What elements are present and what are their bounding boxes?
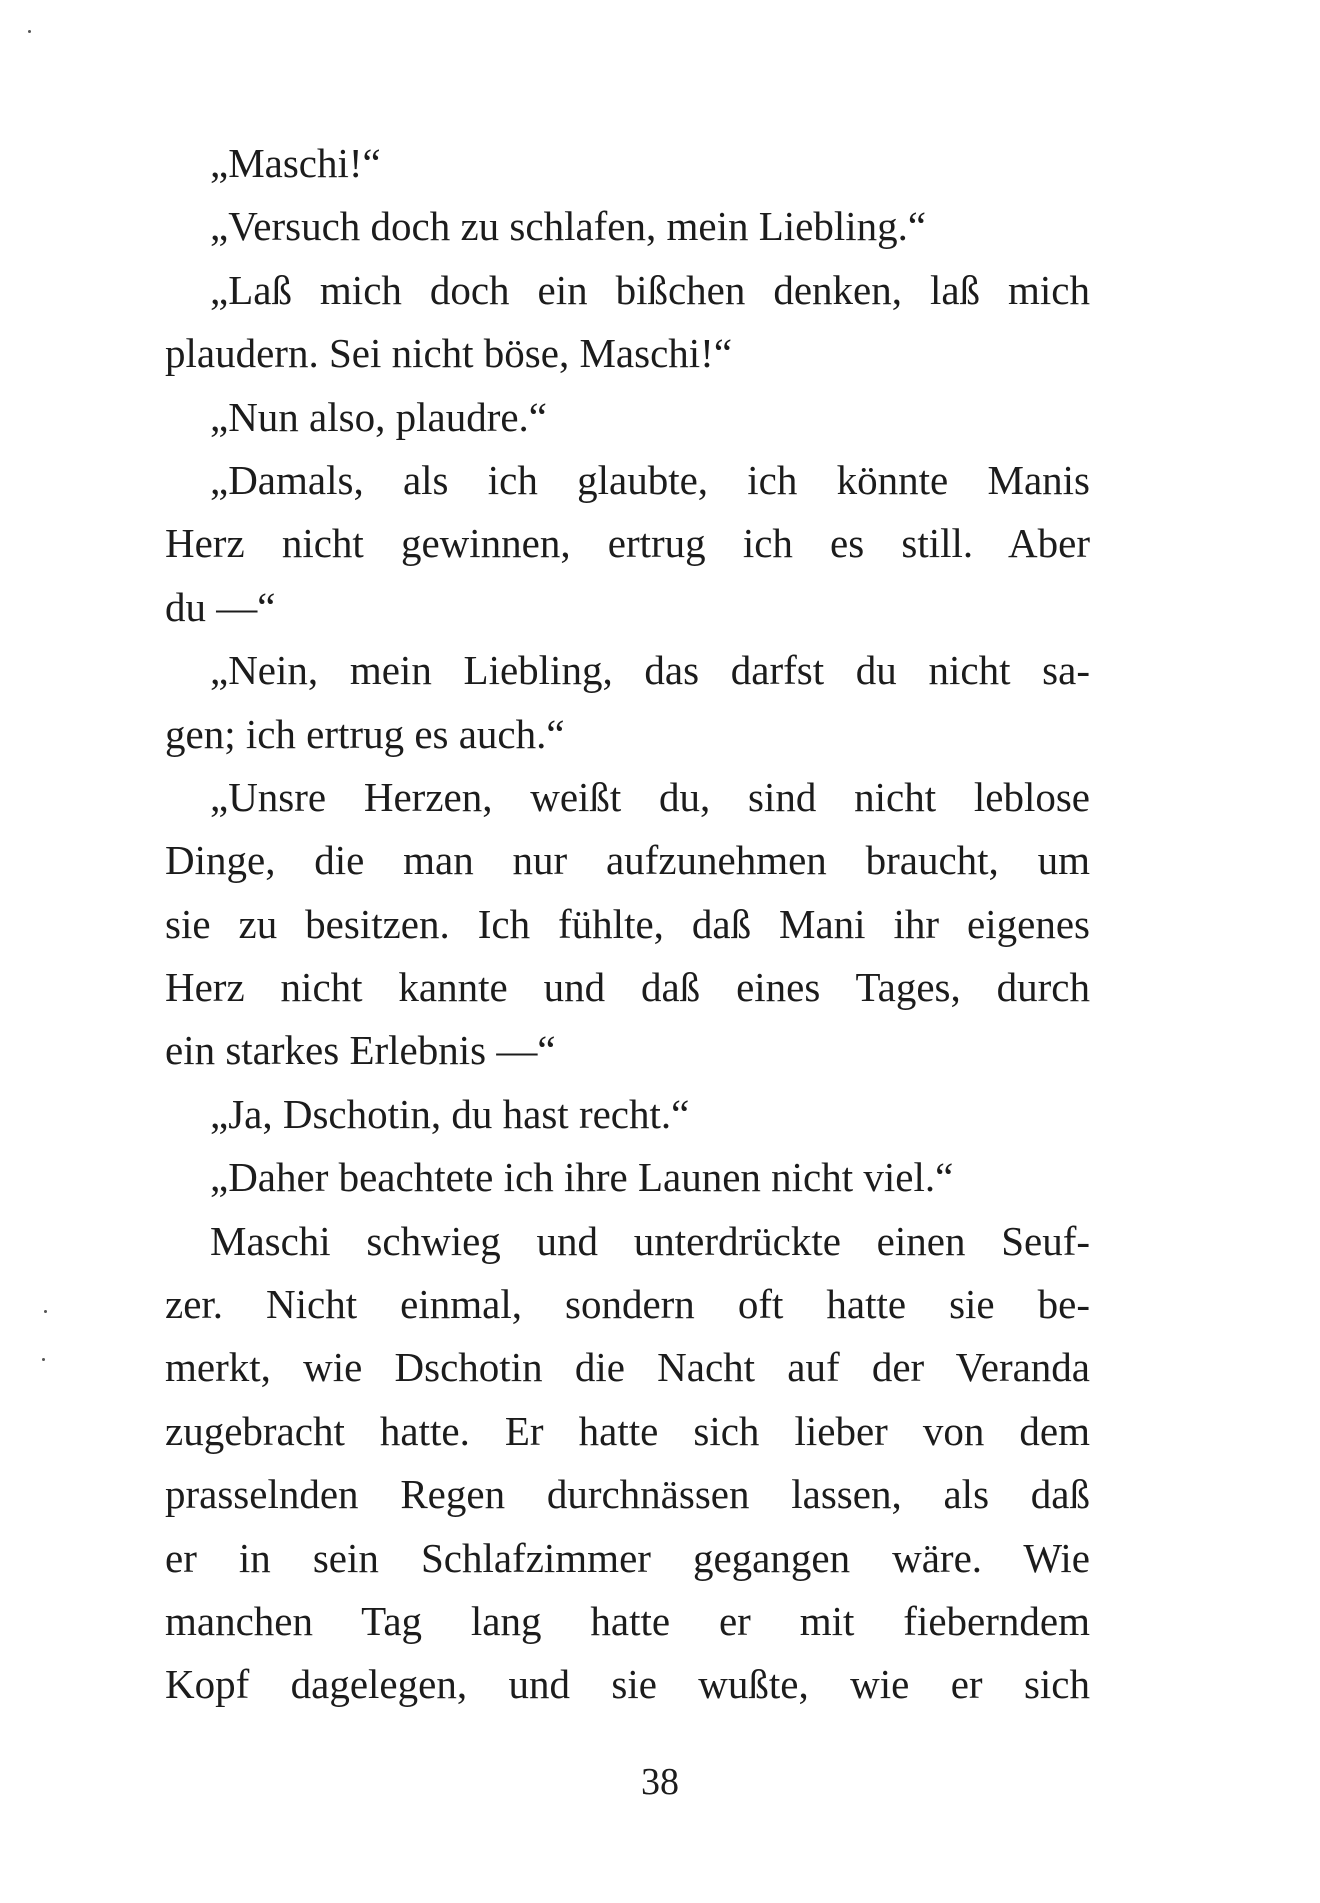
text-line: Herz nicht gewinnen, ertrug ich es still. Aber [165, 520, 1090, 567]
text-line: „Nein, mein Liebling, das darfst du nicht sa- [210, 647, 1090, 694]
text-line: ein starkes Erlebnis —“ [165, 1027, 556, 1074]
text-line: zugebracht hatte. Er hatte sich lieber von dem [165, 1407, 1090, 1454]
text-line: „Unsre Herzen, weißt du, sind nicht leblose [210, 773, 1090, 820]
text-line: er in sein Schlafzimmer gegangen wäre. Wie [165, 1534, 1090, 1581]
text-line: „Laß mich doch ein bißchen denken, laß mich [210, 266, 1090, 313]
text-line: „Nun also, plaudre.“ [210, 393, 547, 440]
text-line: „Damals, als ich glaubte, ich könnte Manis [210, 456, 1090, 503]
paper-speck [44, 1310, 47, 1313]
text-line: sie zu besitzen. Ich fühlte, daß Mani ihr eigenes [165, 900, 1090, 947]
paper-speck [42, 1358, 45, 1361]
text-line: Dinge, die man nur aufzunehmen braucht, um [165, 837, 1090, 884]
text-line: du —“ [165, 583, 276, 630]
text-line: „Ja, Dschotin, du hast recht.“ [210, 1090, 690, 1137]
page-number: 38 [641, 1761, 679, 1803]
text-line: merkt, wie Dschotin die Nacht auf der Veranda [165, 1344, 1090, 1391]
text-line: „Daher beachtete ich ihre Launen nicht viel.“ [210, 1154, 954, 1201]
text-line: „Maschi!“ [210, 140, 381, 186]
text-line: prasselnden Regen durchnässen lassen, als daß [165, 1471, 1090, 1518]
text-line: plaudern. Sei nicht böse, Maschi!“ [165, 330, 733, 377]
text-line: gen; ich ertrug es auch.“ [165, 710, 565, 757]
text-line: Maschi schwieg und unterdrückte einen Seuf- [210, 1217, 1090, 1264]
text-line: „Versuch doch zu schlafen, mein Liebling.“ [210, 203, 927, 250]
text-line: Herz nicht kannte und daß eines Tages, durch [165, 964, 1090, 1011]
text-line: manchen Tag lang hatte er mit fieberndem [165, 1597, 1090, 1644]
text-line: zer. Nicht einmal, sondern oft hatte sie be- [165, 1281, 1090, 1328]
text-line: Kopf dagelegen, und sie wußte, wie er sich [165, 1661, 1090, 1708]
paper-speck [28, 30, 31, 33]
body-text [165, 132, 1090, 1717]
